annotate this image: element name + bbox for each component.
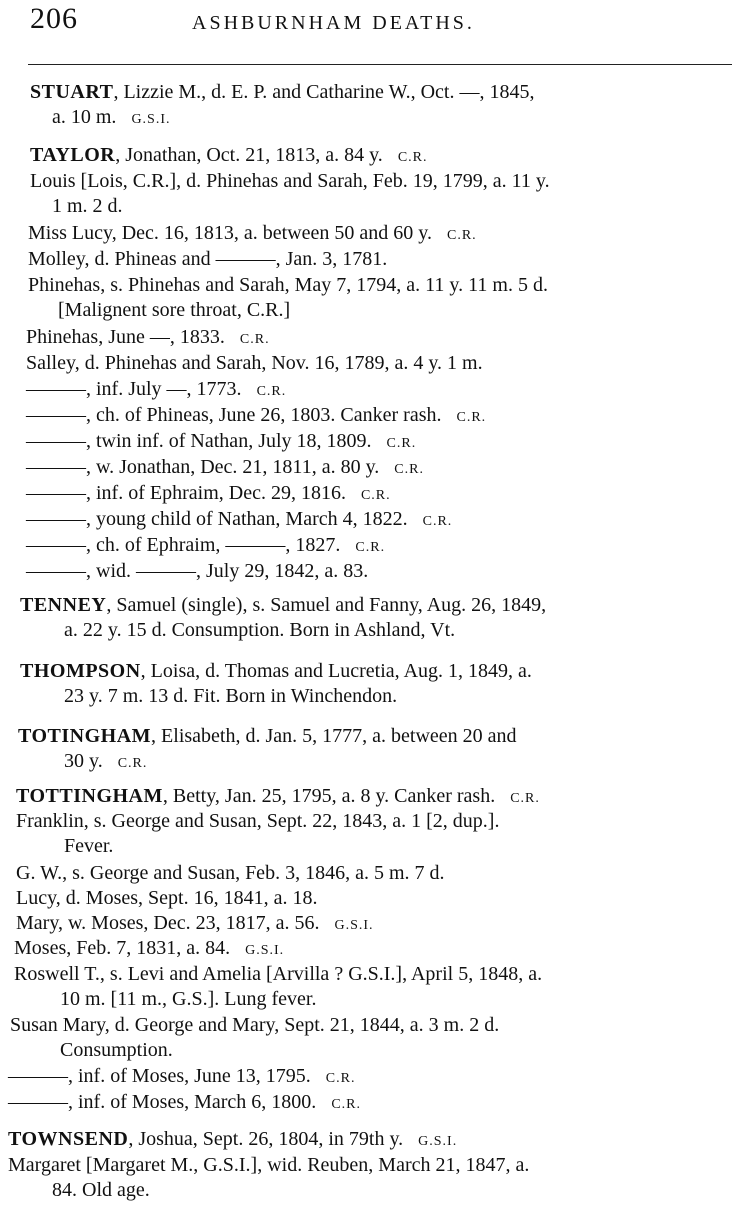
- entry-text: Lucy, d. Moses, Sept. 16, 1841, a. 18.: [16, 887, 318, 909]
- entry-text: , Jonathan, Oct. 21, 1813, a. 84 y.: [115, 144, 383, 166]
- death-entry: [26, 507, 452, 534]
- death-entry: [26, 403, 486, 430]
- source-abbrev: G.S.I.: [245, 943, 285, 958]
- death-entry-thompson: [20, 659, 532, 709]
- death-entry: [16, 911, 374, 938]
- source-abbrev: G.S.I.: [418, 1134, 458, 1149]
- death-entry: [8, 1064, 355, 1091]
- death-entry-townsend: [8, 1127, 457, 1154]
- death-entry: [26, 455, 424, 482]
- entry-surname: TAYLOR: [30, 144, 116, 166]
- source-abbrev: C.R.: [386, 436, 417, 451]
- death-entry: [28, 247, 387, 272]
- death-entry: [16, 861, 445, 886]
- source-abbrev: G.S.I.: [131, 112, 171, 127]
- entry-surname: TOTTINGHAM: [16, 785, 163, 807]
- entry-text: Miss Lucy, Dec. 16, 1813, a. between 50 and 60 y.: [28, 222, 432, 244]
- entry-surname: STUART: [30, 81, 114, 103]
- death-entry: [30, 169, 550, 219]
- entry-text: , Betty, Jan. 25, 1795, a. 8 y. Canker rash.: [162, 785, 496, 807]
- death-entry: [28, 273, 548, 323]
- entry-text: , Lizzie M., d. E. P. and Catharine W., Oct. —, 1845,: [113, 81, 535, 103]
- entry-text: Margaret [Margaret M., G.S.I.], wid. Reuben, March 21, 1847, a.: [8, 1154, 530, 1176]
- source-abbrev: C.R.: [446, 228, 477, 243]
- entry-text: ———, inf. of Ephraim, Dec. 29, 1816.: [26, 482, 346, 504]
- death-entry: [26, 351, 483, 376]
- entry-text: ———, inf. of Moses, June 13, 1795.: [8, 1065, 311, 1087]
- death-entry-totingham: [18, 724, 517, 776]
- death-entry-taylor: [30, 143, 428, 170]
- entry-text: Phinehas, June —, 1833.: [26, 326, 225, 348]
- entry-text: G. W., s. George and Susan, Feb. 3, 1846, a. 5 m. 7 d.: [16, 862, 445, 884]
- death-entry-stuart: [30, 80, 534, 132]
- entry-continuation: Consumption.: [60, 1039, 173, 1061]
- death-entry: [28, 221, 477, 248]
- entry-text: ———, inf. July —, 1773.: [26, 378, 242, 400]
- entry-continuation: 84. Old age.: [52, 1179, 150, 1201]
- source-abbrev: C.R.: [397, 150, 428, 165]
- page-header: [30, 2, 730, 42]
- entry-surname: THOMPSON: [20, 660, 141, 682]
- entry-text: ———, w. Jonathan, Dec. 21, 1811, a. 80 y.: [26, 456, 380, 478]
- death-entry: [26, 533, 385, 560]
- entry-continuation: 1 m. 2 d.: [52, 195, 123, 217]
- entry-continuation: 23 y. 7 m. 13 d. Fit. Born in Winchendon.: [64, 685, 398, 707]
- entry-surname: TENNEY: [20, 594, 107, 616]
- entry-text: Phinehas, s. Phinehas and Sarah, May 7, 1794, a. 11 y. 11 m. 5 d.: [28, 274, 548, 296]
- entry-continuation: 10 m. [11 m., G.S.]. Lung fever.: [60, 988, 317, 1010]
- entry-text: Susan Mary, d. George and Mary, Sept. 21, 1844, a. 3 m. 2 d.: [10, 1014, 500, 1036]
- death-entry: [14, 962, 542, 1012]
- header-rule: [28, 64, 732, 65]
- entry-text: ———, inf. of Moses, March 6, 1800.: [8, 1091, 317, 1113]
- entry-text: Molley, d. Phineas and ———, Jan. 3, 1781.: [28, 248, 388, 270]
- source-abbrev: C.R.: [256, 384, 287, 399]
- entry-text: Salley, d. Phinehas and Sarah, Nov. 16, 1789, a. 4 y. 1 m.: [26, 352, 483, 374]
- entry-text: ———, ch. of Ephraim, ———, 1827.: [26, 534, 341, 556]
- entry-text: Moses, Feb. 7, 1831, a. 84.: [14, 937, 231, 959]
- source-abbrev: G.S.I.: [334, 918, 374, 933]
- death-entry-tottingham: [16, 784, 540, 811]
- death-entry: [14, 936, 284, 963]
- death-entry: [8, 1153, 529, 1203]
- source-abbrev: C.R.: [456, 410, 487, 425]
- death-entry: [10, 1013, 499, 1063]
- death-entry: [26, 429, 416, 456]
- entry-surname: TOTINGHAM: [18, 725, 152, 747]
- entry-text: ———, young child of Nathan, March 4, 1822.: [26, 508, 408, 530]
- death-entry: [8, 1090, 361, 1117]
- entry-text: Mary, w. Moses, Dec. 23, 1817, a. 56.: [16, 912, 320, 934]
- page-number: 206: [30, 2, 78, 35]
- entry-continuation: 30 y.: [64, 750, 103, 772]
- death-entry: [16, 886, 317, 911]
- source-abbrev: C.R.: [331, 1097, 361, 1112]
- entry-surname: TOWNSEND: [8, 1128, 129, 1150]
- entry-continuation: a. 10 m.: [52, 106, 117, 128]
- entry-text: Roswell T., s. Levi and Amelia [Arvilla ? G.S.I.], April 5, 1848, a.: [14, 963, 543, 985]
- source-abbrev: C.R.: [360, 488, 391, 503]
- entry-continuation: [Malignent sore throat, C.R.]: [58, 299, 291, 321]
- source-abbrev: C.R.: [394, 462, 424, 477]
- source-abbrev: C.R.: [355, 540, 386, 555]
- entry-continuation: Fever.: [64, 835, 114, 857]
- entry-text: Franklin, s. George and Susan, Sept. 22, 1843, a. 1 [2, dup.].: [16, 810, 500, 832]
- source-abbrev: C.R.: [325, 1071, 356, 1086]
- entry-text: , Elisabeth, d. Jan. 5, 1777, a. between 20 and: [151, 725, 517, 747]
- entry-text: , Samuel (single), s. Samuel and Fanny, Aug. 26, 1849,: [106, 594, 547, 616]
- source-abbrev: C.R.: [117, 756, 148, 771]
- death-entry: [26, 481, 391, 508]
- source-abbrev: C.R.: [239, 332, 270, 347]
- death-entry: [16, 809, 499, 859]
- death-entry: [26, 325, 270, 352]
- entry-text: Louis [Lois, C.R.], d. Phinehas and Sarah, Feb. 19, 1799, a. 11 y.: [30, 170, 550, 192]
- entry-text: ———, ch. of Phineas, June 26, 1803. Canker rash.: [26, 404, 442, 426]
- entry-text: , Joshua, Sept. 26, 1804, in 79th y.: [128, 1128, 404, 1150]
- death-entry: [26, 377, 286, 404]
- death-entry-tenney: [20, 593, 546, 643]
- page-title: ASHBURNHAM DEATHS.: [192, 12, 475, 34]
- source-abbrev: C.R.: [422, 514, 453, 529]
- source-abbrev: C.R.: [510, 791, 540, 806]
- entry-continuation: a. 22 y. 15 d. Consumption. Born in Ashland, Vt.: [64, 619, 456, 641]
- entry-text: ———, twin inf. of Nathan, July 18, 1809.: [26, 430, 372, 452]
- entry-text: ———, wid. ———, July 29, 1842, a. 83.: [26, 560, 369, 582]
- entry-text: , Loisa, d. Thomas and Lucretia, Aug. 1, 1849, a.: [140, 660, 532, 682]
- death-entry: [26, 559, 368, 584]
